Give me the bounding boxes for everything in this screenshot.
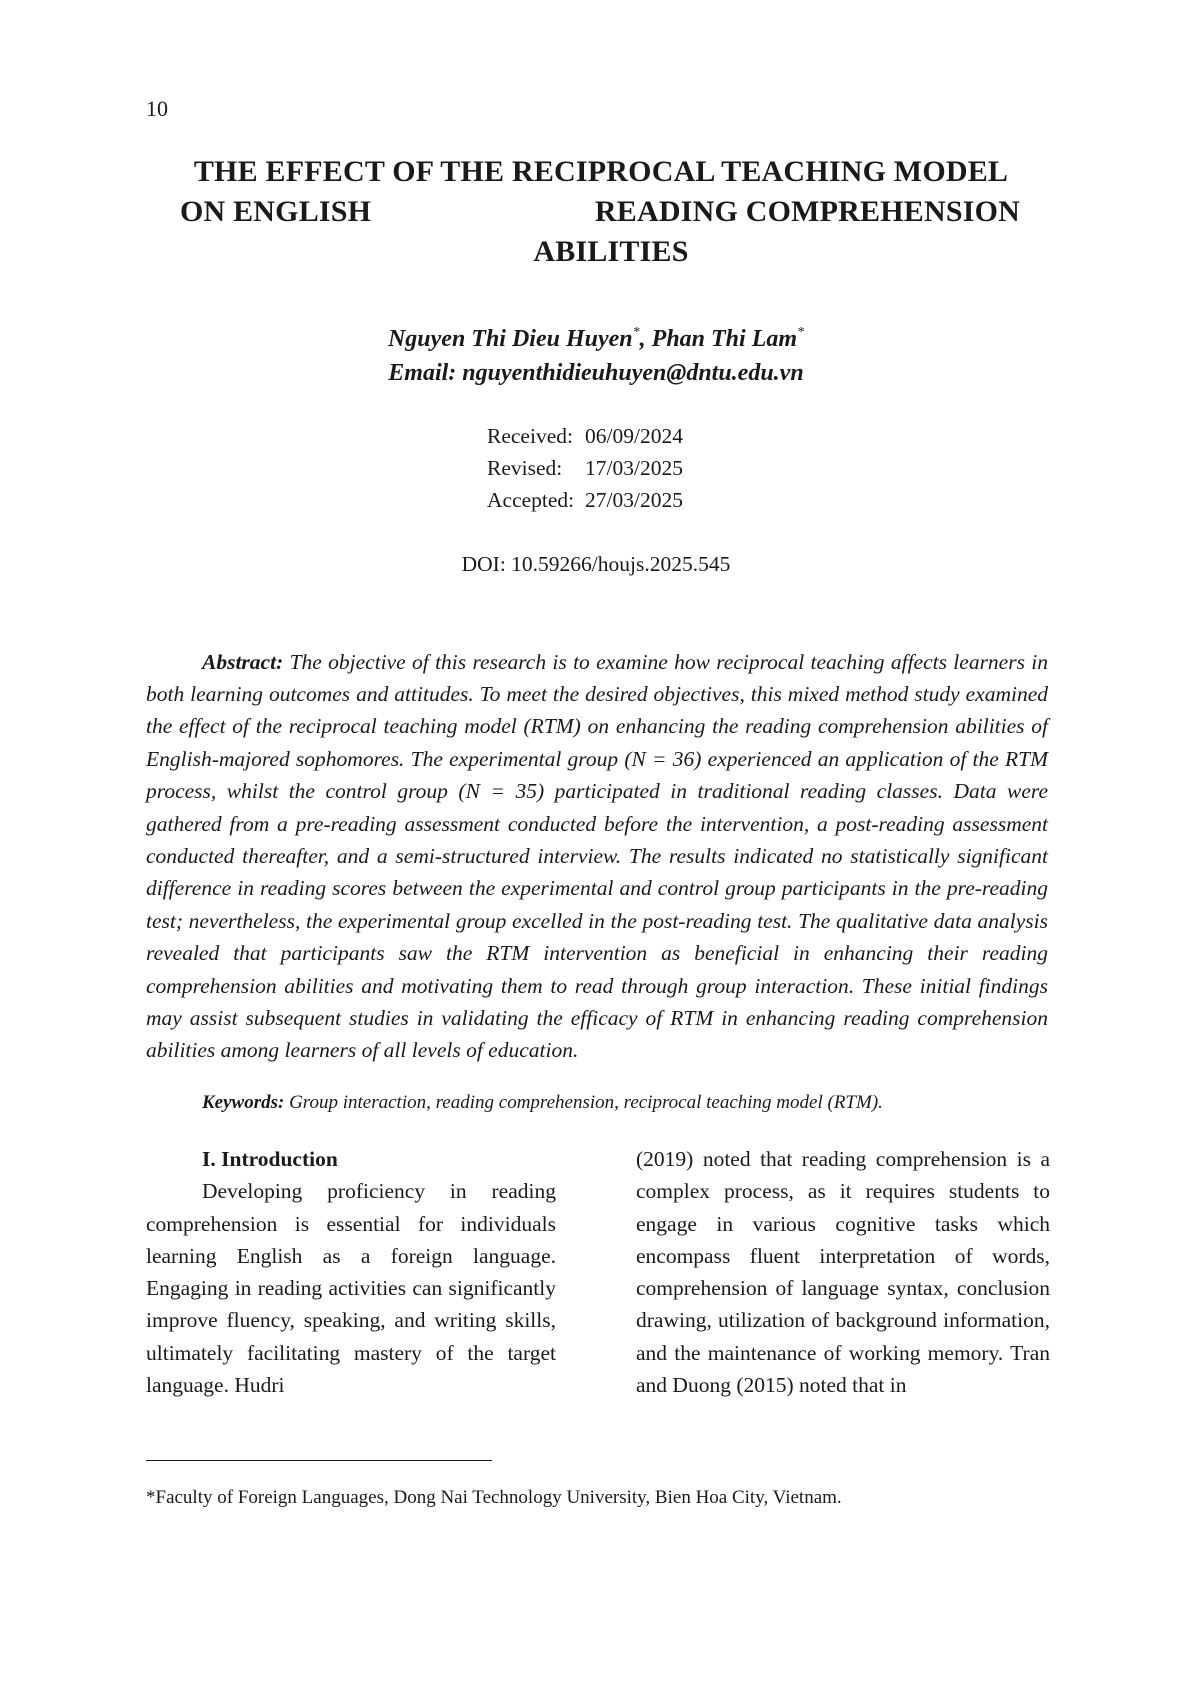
- abstract-label: Abstract:: [202, 649, 284, 674]
- revised-row: [487, 452, 683, 484]
- title-line-2-left: ON ENGLISH: [180, 195, 372, 228]
- title-line-1: THE EFFECT OF THE RECIPROCAL TEACHING MODEL: [193, 155, 1009, 188]
- accepted-date: 27/03/2025: [585, 488, 683, 512]
- body-paragraph-right: (2019) noted that reading comprehension is a complex process, as it requires students to engage in various cognitive tasks which encompass fluent interpretation of words, comprehension of language syntax, conclusion drawing, utilization of background information, and the maintenance of working memory. Tran and Duong (2015) noted that in: [636, 1147, 1050, 1398]
- body-column-left: [146, 1143, 556, 1401]
- author-block: [0, 316, 1192, 390]
- footnote-divider: [146, 1460, 492, 1461]
- received-date: 06/09/2024: [585, 424, 683, 448]
- title-line-3: ABILITIES: [533, 235, 689, 268]
- footnote: *Faculty of Foreign Languages, Dong Nai Technology University, Bien Hoa City, Vietnam.: [146, 1487, 842, 1508]
- section-heading: I. Introduction: [202, 1147, 338, 1171]
- author-line: [0, 316, 1192, 356]
- body-paragraph-left: Developing proficiency in reading comprehension is essential for individuals learning English as a foreign language. Engaging in reading activities can significantly improve fluency, speaking, and writing skills, ultimately facilitating mastery of the target language. Hudri: [146, 1179, 556, 1398]
- author-1-mark: *: [632, 325, 640, 340]
- doi: DOI: 10.59266/houjs.2025.545: [461, 552, 731, 576]
- author-2-mark: *: [797, 325, 805, 340]
- body-column-right: [636, 1143, 1050, 1401]
- author-email: Email: nguyenthidieuhuyen@dntu.edu.vn: [388, 360, 804, 386]
- abstract-text: The objective of this research is to examine how reciprocal teaching affects learners in both learning outcomes and attitudes. To meet the desired objectives, this mixed method study examined the effect of the reciprocal teaching model (RTM) on enhancing the reading comprehension abilities of English-majored sophomores. The experimental group (N = 36) experienced an application of the RTM process, whilst the control group (N = 35) participated in traditional reading classes. Data were gathered from a pre-reading assessment conducted before the intervention, a post-reading assessment conducted thereafter, and a semi-structured interview. The results indicated no statistically significant difference in reading scores between the experimental and control group participants in the pre-reading test; nevertheless, the experimental group excelled in the post-reading test. The qualitative data analysis revealed that participants saw the RTM intervention as beneficial in enhancing their reading comprehension abilities and motivating them to read through group interaction. These initial findings may assist subsequent studies in validating the efficacy of RTM in enhancing reading comprehension abilities among learners of all levels of education.: [146, 649, 1049, 1063]
- received-row: [487, 420, 683, 452]
- accepted-row: [487, 484, 683, 516]
- revised-date: 17/03/2025: [585, 456, 683, 480]
- keywords-label: Keywords:: [202, 1092, 285, 1113]
- paper-title: [146, 152, 1056, 272]
- revised-label: Revised:: [487, 456, 563, 480]
- author-1: Nguyen Thi Dieu Huyen: [387, 326, 633, 352]
- author-separator: ,: [639, 326, 652, 352]
- keywords-text: Group interaction, reading comprehension, reciprocal teaching model (RTM).: [289, 1092, 883, 1113]
- keywords: [202, 1092, 1052, 1114]
- page-number: 10: [146, 96, 168, 121]
- received-label: Received:: [487, 424, 573, 448]
- author-2: Phan Thi Lam: [651, 326, 798, 352]
- accepted-label: Accepted:: [487, 488, 575, 512]
- abstract: [146, 646, 1048, 1067]
- title-line-2-right: READING COMPREHENSION: [594, 195, 1020, 228]
- submission-dates: [487, 420, 683, 516]
- title-line-2: [146, 192, 1056, 232]
